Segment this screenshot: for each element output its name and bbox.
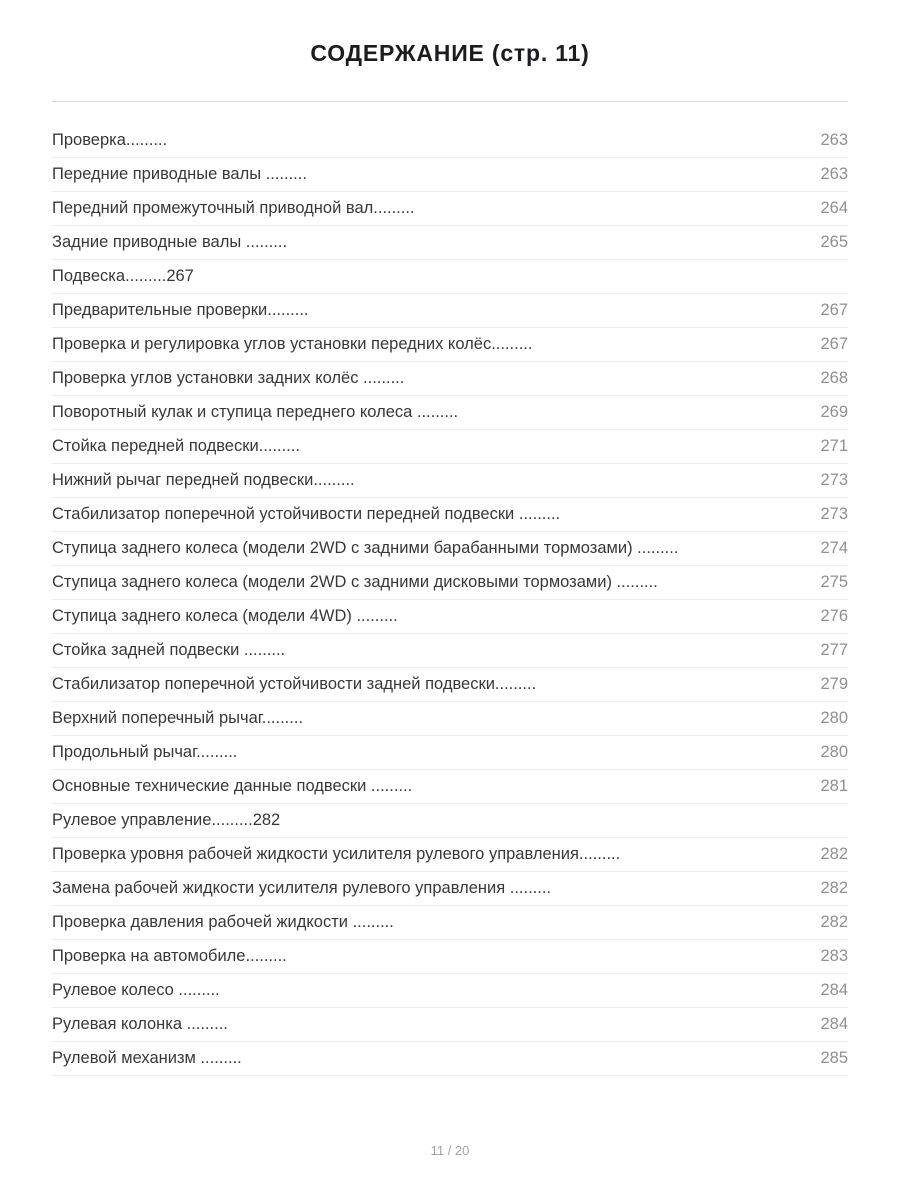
toc-entry-page: 267 bbox=[820, 301, 848, 319]
toc-entry-label: Передний промежуточный приводной вал......... bbox=[52, 199, 415, 217]
toc-entry-page: 263 bbox=[820, 131, 848, 149]
toc-entry-label: Замена рабочей жидкости усилителя рулевого управления ......... bbox=[52, 879, 552, 897]
toc-entry-page: 274 bbox=[820, 539, 848, 557]
toc-entry[interactable] bbox=[52, 498, 848, 532]
toc-entry-page: 285 bbox=[820, 1049, 848, 1067]
toc-entry-label: Рулевая колонка ......... bbox=[52, 1015, 228, 1033]
page-indicator: 11 / 20 bbox=[430, 1143, 470, 1158]
toc-entry[interactable] bbox=[52, 464, 848, 498]
toc-entry[interactable] bbox=[52, 634, 848, 668]
toc-entry[interactable] bbox=[52, 838, 848, 872]
toc-entry-page: 282 bbox=[820, 913, 848, 931]
toc-list bbox=[52, 124, 848, 1076]
toc-entry-label: Передние приводные валы ......... bbox=[52, 165, 307, 183]
page-title: СОДЕРЖАНИЕ (стр. 11) bbox=[310, 40, 590, 66]
toc-entry-page: 284 bbox=[820, 981, 848, 999]
toc-entry[interactable] bbox=[52, 362, 848, 396]
toc-entry-page: 264 bbox=[820, 199, 848, 217]
toc-entry-label: Проверка давления рабочей жидкости ......... bbox=[52, 913, 394, 931]
toc-entry-label: Стойка задней подвески ......... bbox=[52, 641, 286, 659]
toc-entry-page: 284 bbox=[820, 1015, 848, 1033]
toc-entry-label: Верхний поперечный рычаг......... bbox=[52, 709, 304, 727]
toc-entry-label: Проверка на автомобиле......... bbox=[52, 947, 287, 965]
toc-entry-page: 273 bbox=[820, 505, 848, 523]
toc-entry-label: Проверка уровня рабочей жидкости усилителя рулевого управления......... bbox=[52, 845, 621, 863]
toc-entry-page: 269 bbox=[820, 403, 848, 421]
toc-entry-page: 276 bbox=[820, 607, 848, 625]
toc-entry[interactable] bbox=[52, 192, 848, 226]
toc-entry-label: Основные технические данные подвески ......... bbox=[52, 777, 413, 795]
toc-entry-page: 271 bbox=[820, 437, 848, 455]
toc-entry-page: 282 bbox=[820, 879, 848, 897]
toc-entry[interactable] bbox=[52, 668, 848, 702]
toc-entry-label: Рулевое колесо ......... bbox=[52, 981, 220, 999]
toc-entry-label: Ступица заднего колеса (модели 2WD с задними дисковыми тормозами) ......... bbox=[52, 573, 658, 591]
toc-entry[interactable] bbox=[52, 1042, 848, 1076]
toc-entry[interactable] bbox=[52, 294, 848, 328]
toc-entry[interactable] bbox=[52, 396, 848, 430]
toc-entry[interactable] bbox=[52, 600, 848, 634]
toc-entry-label: Стабилизатор поперечной устойчивости задней подвески......... bbox=[52, 675, 537, 693]
toc-entry-page: 280 bbox=[820, 709, 848, 727]
toc-entry-page: 275 bbox=[820, 573, 848, 591]
toc-entry-label: Задние приводные валы ......... bbox=[52, 233, 288, 251]
toc-entry-page: 273 bbox=[820, 471, 848, 489]
title-divider bbox=[52, 101, 848, 102]
toc-entry-label: Рулевое управление.........282 bbox=[52, 811, 281, 829]
toc-entry-label: Ступица заднего колеса (модели 4WD) ......... bbox=[52, 607, 398, 625]
toc-entry[interactable] bbox=[52, 702, 848, 736]
toc-entry-label: Продольный рычаг......... bbox=[52, 743, 238, 761]
toc-entry[interactable] bbox=[52, 1008, 848, 1042]
toc-entry-page: 282 bbox=[820, 845, 848, 863]
toc-entry-label: Стойка передней подвески......... bbox=[52, 437, 300, 455]
toc-entry-label: Подвеска.........267 bbox=[52, 267, 194, 285]
toc-entry-page: 277 bbox=[820, 641, 848, 659]
toc-entry-label: Проверка и регулировка углов установки передних колёс......... bbox=[52, 335, 533, 353]
toc-entry-page: 268 bbox=[820, 369, 848, 387]
toc-entry-label: Проверка углов установки задних колёс ......... bbox=[52, 369, 405, 387]
toc-entry[interactable] bbox=[52, 124, 848, 158]
toc-entry[interactable] bbox=[52, 974, 848, 1008]
toc-entry-label: Поворотный кулак и ступица переднего колеса ......... bbox=[52, 403, 459, 421]
toc-entry[interactable] bbox=[52, 872, 848, 906]
toc-entry-page: 263 bbox=[820, 165, 848, 183]
toc-entry-label: Предварительные проверки......... bbox=[52, 301, 309, 319]
toc-entry-label: Стабилизатор поперечной устойчивости передней подвески ......... bbox=[52, 505, 561, 523]
toc-entry[interactable] bbox=[52, 736, 848, 770]
toc-entry-page: 280 bbox=[820, 743, 848, 761]
toc-entry[interactable] bbox=[52, 940, 848, 974]
toc-entry-page: 279 bbox=[820, 675, 848, 693]
toc-entry[interactable] bbox=[52, 328, 848, 362]
toc-entry[interactable] bbox=[52, 260, 848, 294]
toc-entry-label: Ступица заднего колеса (модели 2WD с задними барабанными тормозами) ......... bbox=[52, 539, 679, 557]
toc-entry[interactable] bbox=[52, 770, 848, 804]
toc-entry-page: 265 bbox=[820, 233, 848, 251]
toc-entry-page: 283 bbox=[820, 947, 848, 965]
toc-entry[interactable] bbox=[52, 226, 848, 260]
toc-entry-label: Нижний рычаг передней подвески......... bbox=[52, 471, 355, 489]
toc-entry-page: 281 bbox=[820, 777, 848, 795]
toc-entry-label: Проверка......... bbox=[52, 131, 168, 149]
toc-entry[interactable] bbox=[52, 532, 848, 566]
toc-entry-page: 267 bbox=[820, 335, 848, 353]
toc-entry[interactable] bbox=[52, 906, 848, 940]
toc-entry[interactable] bbox=[52, 430, 848, 464]
toc-entry[interactable] bbox=[52, 804, 848, 838]
toc-entry-label: Рулевой механизм ......... bbox=[52, 1049, 242, 1067]
toc-entry[interactable] bbox=[52, 158, 848, 192]
toc-entry[interactable] bbox=[52, 566, 848, 600]
